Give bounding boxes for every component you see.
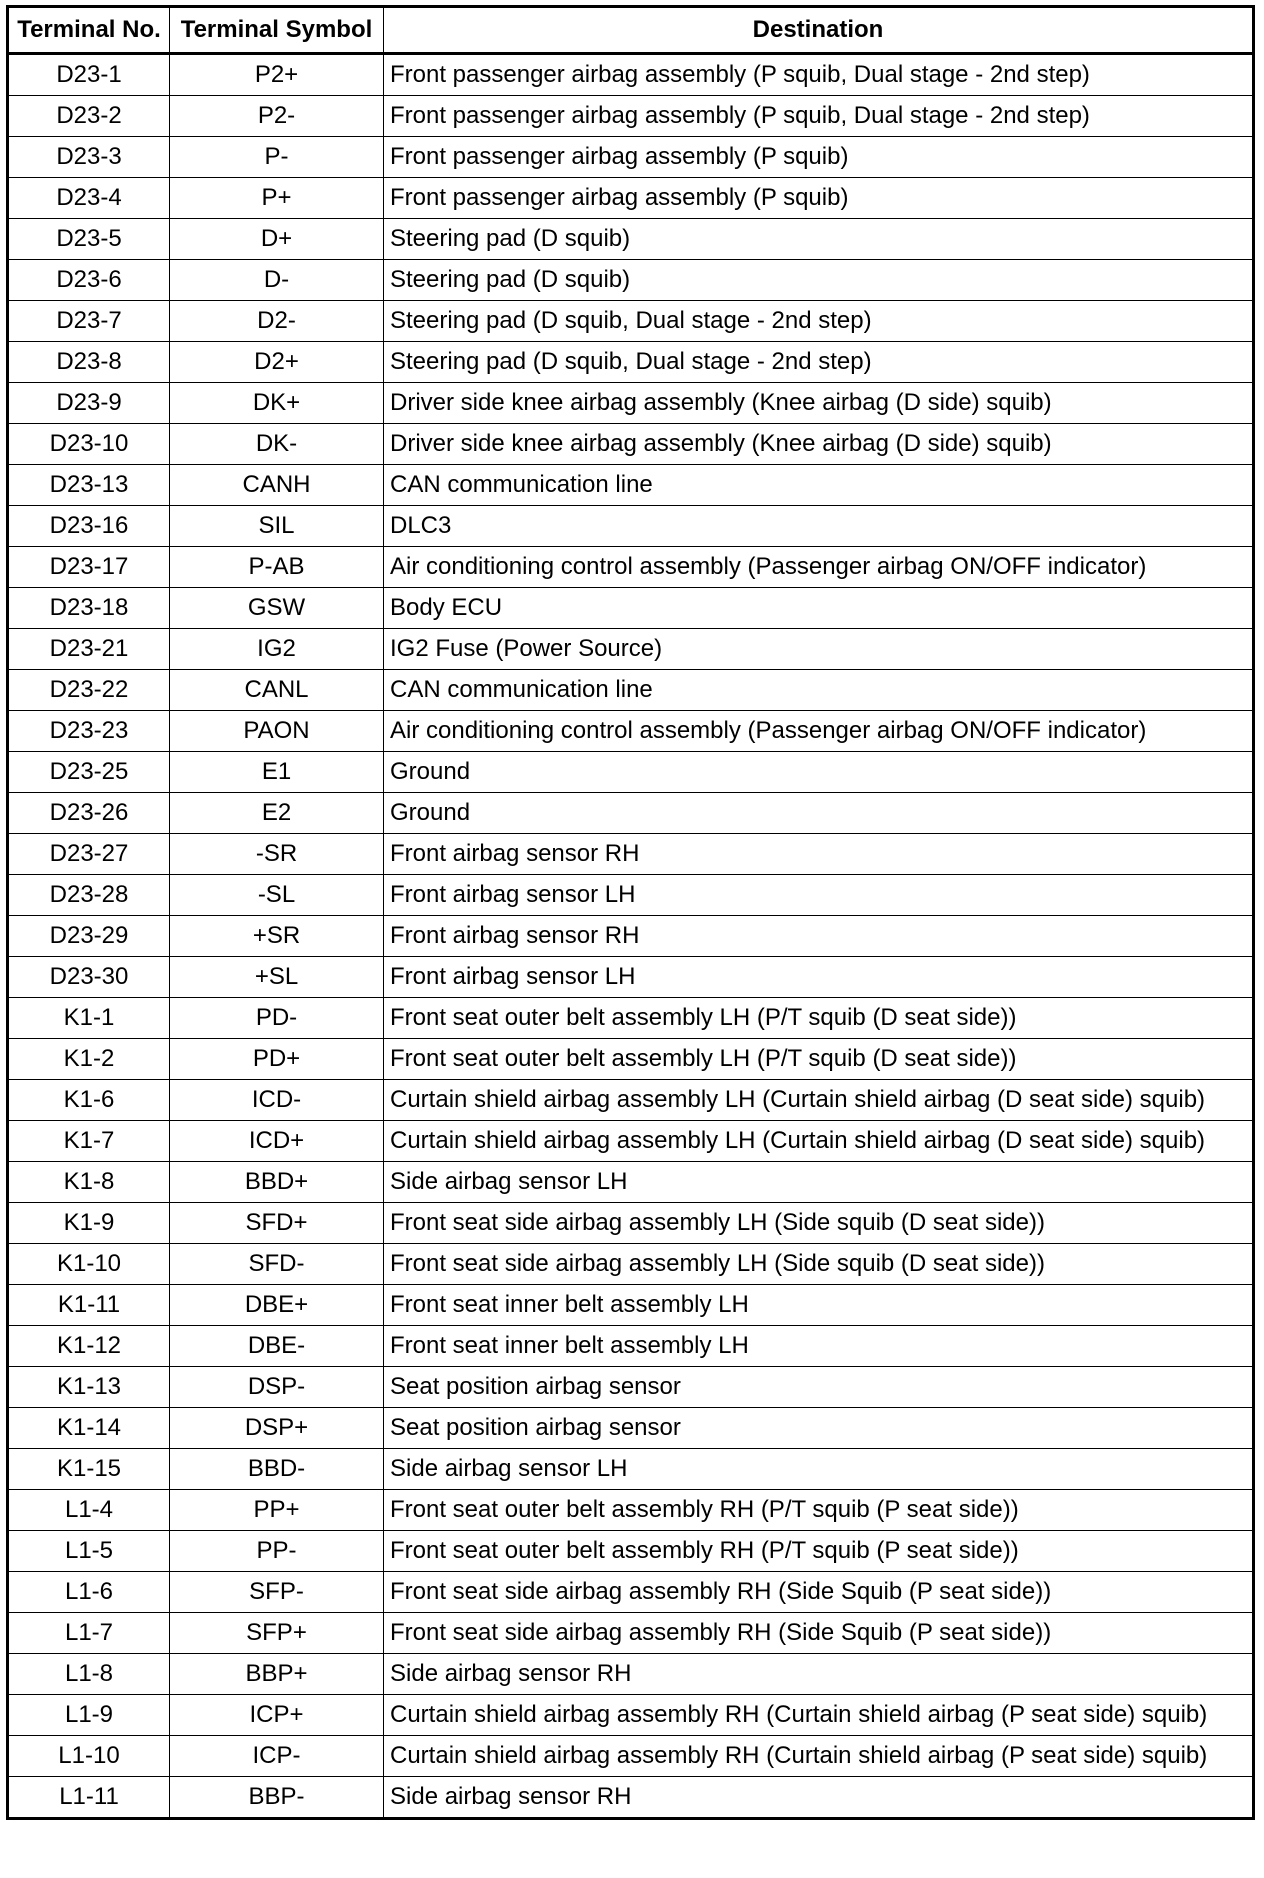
table-row <box>8 506 1254 547</box>
terminal-symbol-cell: ICD+ <box>170 1121 384 1162</box>
table-row <box>8 547 1254 588</box>
terminal-no-cell: D23-28 <box>8 875 170 916</box>
table-row <box>8 1613 1254 1654</box>
table-row <box>8 752 1254 793</box>
table-row <box>8 342 1254 383</box>
terminal-symbol-cell: D+ <box>170 219 384 260</box>
terminal-no-cell: D23-2 <box>8 96 170 137</box>
destination-cell: Front passenger airbag assembly (P squib, Dual stage - 2nd step) <box>384 96 1254 137</box>
destination-cell: Front seat outer belt assembly LH (P/T squib (D seat side)) <box>384 998 1254 1039</box>
terminal-symbol-cell: PP+ <box>170 1490 384 1531</box>
destination-cell: Front seat outer belt assembly RH (P/T squib (P seat side)) <box>384 1490 1254 1531</box>
terminal-symbol-cell: DK- <box>170 424 384 465</box>
terminal-symbol-cell: E1 <box>170 752 384 793</box>
destination-cell: Front seat inner belt assembly LH <box>384 1326 1254 1367</box>
table-row <box>8 588 1254 629</box>
terminal-symbol-cell: +SR <box>170 916 384 957</box>
table-row <box>8 465 1254 506</box>
terminal-symbol-cell: -SR <box>170 834 384 875</box>
terminal-no-cell: L1-9 <box>8 1695 170 1736</box>
terminal-table <box>6 5 1255 1820</box>
terminal-symbol-cell: CANH <box>170 465 384 506</box>
destination-cell: Curtain shield airbag assembly RH (Curtain shield airbag (P seat side) squib) <box>384 1695 1254 1736</box>
terminal-no-cell: D23-16 <box>8 506 170 547</box>
table-row <box>8 1285 1254 1326</box>
destination-cell: DLC3 <box>384 506 1254 547</box>
terminal-symbol-cell: PP- <box>170 1531 384 1572</box>
terminal-symbol-cell: PAON <box>170 711 384 752</box>
table-row <box>8 1408 1254 1449</box>
terminal-symbol-cell: BBD- <box>170 1449 384 1490</box>
terminal-no-cell: L1-4 <box>8 1490 170 1531</box>
terminal-no-cell: D23-22 <box>8 670 170 711</box>
terminal-symbol-cell: -SL <box>170 875 384 916</box>
terminal-no-cell: D23-10 <box>8 424 170 465</box>
table-row <box>8 1572 1254 1613</box>
destination-cell: Front seat outer belt assembly RH (P/T squib (P seat side)) <box>384 1531 1254 1572</box>
terminal-symbol-cell: +SL <box>170 957 384 998</box>
terminal-symbol-cell: CANL <box>170 670 384 711</box>
terminal-no-cell: D23-8 <box>8 342 170 383</box>
terminal-symbol-cell: P2+ <box>170 54 384 96</box>
destination-cell: Seat position airbag sensor <box>384 1408 1254 1449</box>
terminal-no-cell: D23-29 <box>8 916 170 957</box>
terminal-no-cell: L1-6 <box>8 1572 170 1613</box>
table-row <box>8 1367 1254 1408</box>
destination-cell: Ground <box>384 752 1254 793</box>
terminal-no-cell: D23-3 <box>8 137 170 178</box>
terminal-no-cell: D23-23 <box>8 711 170 752</box>
destination-cell: Side airbag sensor RH <box>384 1654 1254 1695</box>
destination-cell: Front seat side airbag assembly RH (Side Squib (P seat side)) <box>384 1613 1254 1654</box>
destination-cell: Side airbag sensor LH <box>384 1449 1254 1490</box>
terminal-no-cell: D23-13 <box>8 465 170 506</box>
destination-cell: Driver side knee airbag assembly (Knee airbag (D side) squib) <box>384 383 1254 424</box>
destination-cell: Front airbag sensor RH <box>384 834 1254 875</box>
destination-cell: Steering pad (D squib) <box>384 260 1254 301</box>
terminal-symbol-cell: D2- <box>170 301 384 342</box>
destination-cell: CAN communication line <box>384 670 1254 711</box>
table-row <box>8 998 1254 1039</box>
table-row <box>8 1080 1254 1121</box>
terminal-symbol-cell: DK+ <box>170 383 384 424</box>
terminal-no-cell: D23-27 <box>8 834 170 875</box>
table-row <box>8 957 1254 998</box>
terminal-symbol-cell: DSP+ <box>170 1408 384 1449</box>
table-row <box>8 137 1254 178</box>
destination-cell: CAN communication line <box>384 465 1254 506</box>
header-destination: Destination <box>384 7 1254 54</box>
table-row <box>8 711 1254 752</box>
terminal-no-cell: L1-5 <box>8 1531 170 1572</box>
destination-cell: Curtain shield airbag assembly RH (Curtain shield airbag (P seat side) squib) <box>384 1736 1254 1777</box>
destination-cell: Front airbag sensor LH <box>384 957 1254 998</box>
terminal-no-cell: K1-8 <box>8 1162 170 1203</box>
terminal-symbol-cell: DBE+ <box>170 1285 384 1326</box>
destination-cell: Front seat inner belt assembly LH <box>384 1285 1254 1326</box>
terminal-no-cell: K1-6 <box>8 1080 170 1121</box>
terminal-no-cell: K1-7 <box>8 1121 170 1162</box>
terminal-symbol-cell: ICP- <box>170 1736 384 1777</box>
destination-cell: Steering pad (D squib, Dual stage - 2nd step) <box>384 301 1254 342</box>
terminal-symbol-cell: DBE- <box>170 1326 384 1367</box>
terminal-no-cell: K1-9 <box>8 1203 170 1244</box>
terminal-symbol-cell: SFP+ <box>170 1613 384 1654</box>
terminal-no-cell: D23-5 <box>8 219 170 260</box>
terminal-no-cell: D23-30 <box>8 957 170 998</box>
terminal-no-cell: D23-1 <box>8 54 170 96</box>
table-row <box>8 1244 1254 1285</box>
terminal-no-cell: K1-13 <box>8 1367 170 1408</box>
destination-cell: Front seat side airbag assembly LH (Side squib (D seat side)) <box>384 1244 1254 1285</box>
table-row <box>8 793 1254 834</box>
terminal-symbol-cell: BBP- <box>170 1777 384 1819</box>
terminal-no-cell: L1-8 <box>8 1654 170 1695</box>
terminal-symbol-cell: IG2 <box>170 629 384 670</box>
terminal-symbol-cell: P- <box>170 137 384 178</box>
table-row <box>8 629 1254 670</box>
header-terminal-symbol: Terminal Symbol <box>170 7 384 54</box>
table-row <box>8 1490 1254 1531</box>
terminal-no-cell: D23-9 <box>8 383 170 424</box>
destination-cell: Seat position airbag sensor <box>384 1367 1254 1408</box>
terminal-no-cell: K1-15 <box>8 1449 170 1490</box>
terminal-symbol-cell: SFP- <box>170 1572 384 1613</box>
destination-cell: Body ECU <box>384 588 1254 629</box>
table-row <box>8 1531 1254 1572</box>
table-row <box>8 834 1254 875</box>
destination-cell: Front seat outer belt assembly LH (P/T squib (D seat side)) <box>384 1039 1254 1080</box>
table-row <box>8 54 1254 96</box>
table-row <box>8 1326 1254 1367</box>
table-row <box>8 875 1254 916</box>
terminal-no-cell: D23-7 <box>8 301 170 342</box>
destination-cell: Front airbag sensor LH <box>384 875 1254 916</box>
destination-cell: IG2 Fuse (Power Source) <box>384 629 1254 670</box>
terminal-symbol-cell: ICD- <box>170 1080 384 1121</box>
terminal-no-cell: D23-17 <box>8 547 170 588</box>
terminal-symbol-cell: D2+ <box>170 342 384 383</box>
terminal-symbol-cell: D- <box>170 260 384 301</box>
table-row <box>8 1449 1254 1490</box>
terminal-no-cell: D23-25 <box>8 752 170 793</box>
terminal-no-cell: D23-26 <box>8 793 170 834</box>
table-row <box>8 1736 1254 1777</box>
destination-cell: Front seat side airbag assembly LH (Side squib (D seat side)) <box>384 1203 1254 1244</box>
terminal-symbol-cell: E2 <box>170 793 384 834</box>
terminal-symbol-cell: PD+ <box>170 1039 384 1080</box>
header-terminal-no: Terminal No. <box>8 7 170 54</box>
destination-cell: Air conditioning control assembly (Passenger airbag ON/OFF indicator) <box>384 711 1254 752</box>
table-row <box>8 383 1254 424</box>
terminal-no-cell: D23-21 <box>8 629 170 670</box>
terminal-no-cell: L1-10 <box>8 1736 170 1777</box>
terminal-symbol-cell: ICP+ <box>170 1695 384 1736</box>
terminal-no-cell: D23-4 <box>8 178 170 219</box>
destination-cell: Front passenger airbag assembly (P squib) <box>384 178 1254 219</box>
table-row <box>8 1695 1254 1736</box>
terminal-no-cell: L1-7 <box>8 1613 170 1654</box>
table-row <box>8 178 1254 219</box>
table-body <box>8 54 1254 1819</box>
terminal-symbol-cell: P2- <box>170 96 384 137</box>
terminal-no-cell: K1-1 <box>8 998 170 1039</box>
terminal-symbol-cell: GSW <box>170 588 384 629</box>
terminal-symbol-cell: SFD- <box>170 1244 384 1285</box>
terminal-no-cell: L1-11 <box>8 1777 170 1819</box>
table-row <box>8 1121 1254 1162</box>
destination-cell: Curtain shield airbag assembly LH (Curtain shield airbag (D seat side) squib) <box>384 1121 1254 1162</box>
terminal-no-cell: K1-2 <box>8 1039 170 1080</box>
table-row <box>8 1777 1254 1819</box>
terminal-symbol-cell: SIL <box>170 506 384 547</box>
destination-cell: Curtain shield airbag assembly LH (Curtain shield airbag (D seat side) squib) <box>384 1080 1254 1121</box>
destination-cell: Front airbag sensor RH <box>384 916 1254 957</box>
terminal-symbol-cell: SFD+ <box>170 1203 384 1244</box>
table-row <box>8 96 1254 137</box>
table-row <box>8 1654 1254 1695</box>
terminal-symbol-cell: P-AB <box>170 547 384 588</box>
terminal-symbol-cell: BBD+ <box>170 1162 384 1203</box>
destination-cell: Driver side knee airbag assembly (Knee airbag (D side) squib) <box>384 424 1254 465</box>
destination-cell: Steering pad (D squib) <box>384 219 1254 260</box>
table-row <box>8 1039 1254 1080</box>
terminal-no-cell: K1-11 <box>8 1285 170 1326</box>
table-row <box>8 670 1254 711</box>
terminal-no-cell: K1-14 <box>8 1408 170 1449</box>
terminal-no-cell: D23-6 <box>8 260 170 301</box>
destination-cell: Side airbag sensor LH <box>384 1162 1254 1203</box>
table-row <box>8 301 1254 342</box>
table-header-row <box>8 7 1254 54</box>
table-row <box>8 424 1254 465</box>
terminal-symbol-cell: BBP+ <box>170 1654 384 1695</box>
table-row <box>8 916 1254 957</box>
destination-cell: Ground <box>384 793 1254 834</box>
terminal-symbol-cell: P+ <box>170 178 384 219</box>
destination-cell: Steering pad (D squib, Dual stage - 2nd step) <box>384 342 1254 383</box>
destination-cell: Air conditioning control assembly (Passenger airbag ON/OFF indicator) <box>384 547 1254 588</box>
terminal-no-cell: K1-10 <box>8 1244 170 1285</box>
terminal-no-cell: K1-12 <box>8 1326 170 1367</box>
terminal-symbol-cell: PD- <box>170 998 384 1039</box>
destination-cell: Front seat side airbag assembly RH (Side Squib (P seat side)) <box>384 1572 1254 1613</box>
table-row <box>8 260 1254 301</box>
table-row <box>8 1162 1254 1203</box>
destination-cell: Front passenger airbag assembly (P squib) <box>384 137 1254 178</box>
table-row <box>8 219 1254 260</box>
table-row <box>8 1203 1254 1244</box>
destination-cell: Front passenger airbag assembly (P squib, Dual stage - 2nd step) <box>384 54 1254 96</box>
terminal-no-cell: D23-18 <box>8 588 170 629</box>
destination-cell: Side airbag sensor RH <box>384 1777 1254 1819</box>
terminal-symbol-cell: DSP- <box>170 1367 384 1408</box>
